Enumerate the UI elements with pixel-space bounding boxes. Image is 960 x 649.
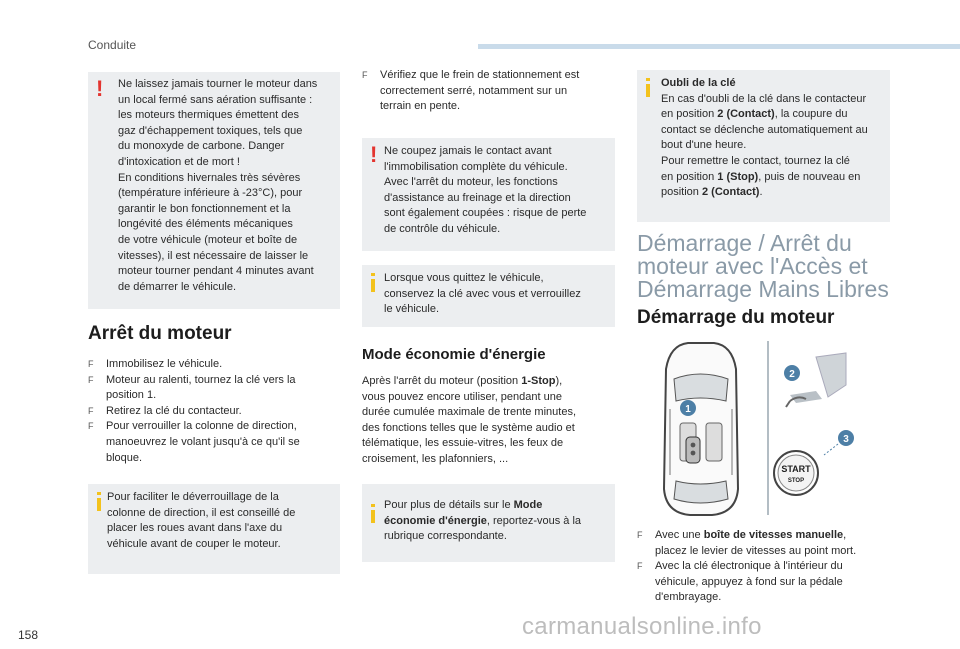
engine-start-steps: [637, 528, 892, 606]
heading-engine-start: Démarrage du moteur: [637, 307, 835, 328]
text: position: [661, 186, 702, 199]
step-text: position 1.: [106, 389, 157, 402]
warning-text: [384, 144, 612, 238]
text: en position: [661, 108, 718, 121]
car-outline-icon: [664, 343, 738, 515]
line: vous pouvez encore utiliser, pendant une: [362, 390, 562, 403]
step-text: Retirez la clé du contacteur.: [106, 404, 242, 417]
text: , la coupure du: [774, 108, 848, 121]
line: rubrique correspondante.: [384, 530, 507, 543]
keyless-start-figure: [640, 339, 870, 517]
list-item: [88, 373, 340, 404]
step-text: Vérifiez que le frein de stationnement est: [380, 69, 580, 81]
line: bout d'une heure.: [661, 139, 747, 152]
header-bar: [478, 44, 960, 49]
step-text: terrain en pente.: [380, 100, 461, 113]
line: placer les roues avant dans l'axe du: [107, 522, 283, 535]
step-marker-icon: F: [88, 405, 94, 416]
text-bold: 2 (Contact): [717, 108, 775, 121]
list-item: [88, 419, 340, 466]
info-icon: [97, 498, 101, 511]
line: contact se déclenche automatiquement au: [661, 123, 868, 136]
info-text: [661, 76, 889, 201]
start-label: START: [781, 464, 811, 474]
list-item: [362, 68, 614, 115]
line: d'assistance au freinage et la direction: [384, 191, 571, 204]
text: Après l'arrêt du moteur (position: [362, 375, 522, 387]
step-text: Immobilisez le véhicule.: [106, 358, 223, 370]
list-item: [637, 528, 892, 559]
line: de démarrer le véhicule.: [118, 280, 237, 293]
step-marker-icon: F: [362, 70, 368, 80]
text-bold: 2 (Contact): [701, 186, 760, 199]
heading-engine-stop: Arrêt du moteur: [88, 323, 232, 344]
info-box-steering-lock: [88, 484, 340, 574]
step-marker-icon: F: [637, 530, 643, 540]
warning-box-ignition: [362, 138, 615, 251]
line: colonne de direction, il est conseillé de: [107, 506, 296, 519]
page-number: 158: [18, 628, 39, 642]
text: ,: [843, 529, 847, 541]
text: , reportez-vous à la: [486, 514, 582, 527]
line: télématique, les essuie-vitres, les feux de: [362, 437, 564, 450]
line: le véhicule.: [384, 303, 440, 316]
info-title: Oubli de la clé: [661, 77, 736, 89]
info-box-forgotten-key: [637, 70, 890, 222]
parking-brake-step: [362, 68, 614, 115]
step-text: manoeuvrez le volant jusqu'à ce qu'il se: [106, 435, 300, 448]
line: Pour faciliter le déverrouillage de la: [107, 491, 279, 503]
line: Lorsque vous quittez le véhicule,: [384, 272, 544, 284]
title-line: Démarrage / Arrêt du: [637, 230, 852, 256]
line: l'immobilisation complète du véhicule.: [384, 160, 568, 173]
text: ),: [555, 375, 563, 387]
line: croisement, les plafonniers, ...: [362, 452, 509, 465]
text: placez le levier de vitesses au point mort.: [655, 544, 857, 557]
line: de votre véhicule (moteur et boîte de: [118, 233, 298, 246]
warning-icon: !: [96, 76, 104, 101]
line: [384, 498, 612, 514]
line: Avec l'arrêt du moteur, les fonctions: [384, 176, 558, 189]
info-box-energy-mode: [362, 484, 615, 562]
info-icon: [371, 510, 375, 523]
text-bold: boîte de vitesses manuelle: [703, 529, 844, 541]
callout-2-label: 2: [789, 369, 795, 380]
line: [362, 374, 616, 390]
line: Ne laissez jamais tourner le moteur dans: [118, 78, 318, 90]
line: Pour remettre le contact, tournez la clé: [661, 154, 850, 167]
text: Pour plus de détails sur le: [384, 499, 514, 511]
step-marker-icon: F: [88, 359, 94, 369]
key-fob-icon: [686, 437, 700, 463]
info-text: [384, 271, 612, 318]
list-item: [88, 357, 340, 373]
chapter-title: [637, 232, 937, 301]
text-bold: 1-Stop: [521, 375, 556, 387]
title-line: moteur avec l'Accès et: [637, 253, 868, 279]
info-icon: [646, 84, 650, 97]
line: [384, 514, 612, 530]
start-stop-button-icon: [774, 451, 818, 495]
text: Avec la clé électronique à l'intérieur du: [655, 560, 843, 573]
text: en position: [661, 170, 718, 183]
callout-3-label: 3: [843, 434, 849, 445]
info-text: [384, 498, 612, 545]
callout-1-label: 1: [685, 404, 691, 415]
line: garantir le bon fonctionnement et la: [118, 202, 291, 215]
heading-energy-saving: Mode économie d'énergie: [362, 346, 546, 363]
step-marker-icon: F: [88, 374, 94, 385]
step-text: Moteur au ralenti, tournez la clé vers la: [106, 373, 296, 386]
line: véhicule avant de couper le moteur.: [107, 537, 281, 550]
line: (température inférieure à -23°C), pour: [118, 187, 303, 200]
line: Ne coupez jamais le contact avant: [384, 145, 552, 157]
line: [661, 170, 889, 186]
line: un local fermé sans aération suffisante :: [118, 93, 313, 106]
line: [661, 107, 889, 123]
section-label: Conduite: [88, 38, 137, 52]
line: longévité des éléments mécaniques: [118, 218, 293, 231]
text: Avec une: [655, 529, 704, 541]
line: En conditions hivernales très sévères: [118, 171, 301, 184]
line: conservez la clé avec vous et verrouillez: [384, 287, 581, 300]
text: .: [759, 186, 763, 199]
warning-box-engine-enclosed: [88, 72, 340, 309]
step-marker-icon: F: [88, 421, 94, 432]
line: du monoxyde de carbone. Danger: [118, 140, 285, 153]
step-marker-icon: F: [637, 561, 643, 572]
title-line: Démarrage Mains Libres: [637, 276, 889, 302]
engine-stop-steps: [88, 357, 340, 466]
step-text: Pour verrouiller la colonne de direction,: [106, 420, 297, 433]
info-box-leave-vehicle: [362, 265, 615, 327]
line: vitesses), il est nécessaire de laisser le: [118, 249, 309, 262]
text: d'embrayage.: [655, 591, 722, 604]
list-item: [637, 559, 892, 606]
line: sont également coupées : risque de perte: [384, 207, 587, 220]
line: moteur tourner pendant 4 minutes avant: [118, 265, 314, 278]
line: gaz d'échappement toxiques, tels que: [118, 124, 303, 137]
text: véhicule, appuyez à fond sur la pédale: [655, 575, 843, 588]
line: les moteurs thermiques émettent des: [118, 109, 299, 122]
energy-saving-paragraph: [362, 374, 616, 468]
step-text: correctement serré, notamment sur un: [380, 84, 568, 97]
info-icon: [371, 279, 375, 292]
line: d'intoxication et de mort !: [118, 155, 240, 168]
watermark: carmanualsonline.info: [522, 613, 762, 640]
step-text: bloque.: [106, 451, 143, 464]
line: [661, 185, 889, 201]
line: des fonctions telles que le système audio et: [362, 421, 575, 434]
info-text: [107, 490, 337, 552]
text: , puis de nouveau en: [758, 170, 861, 183]
text-bold: Mode: [513, 499, 543, 511]
line: durée cumulée maximale de trente minutes,: [362, 406, 576, 419]
line: En cas d'oubli de la clé dans le contacteur: [661, 92, 867, 105]
warning-icon: !: [370, 142, 378, 167]
text-bold: 1 (Stop): [717, 170, 759, 183]
text-bold: économie d'énergie: [384, 514, 487, 527]
stop-label: STOP: [787, 478, 805, 484]
line: de contrôle du véhicule.: [384, 222, 501, 235]
list-item: [88, 404, 340, 420]
warning-text: [118, 77, 338, 295]
